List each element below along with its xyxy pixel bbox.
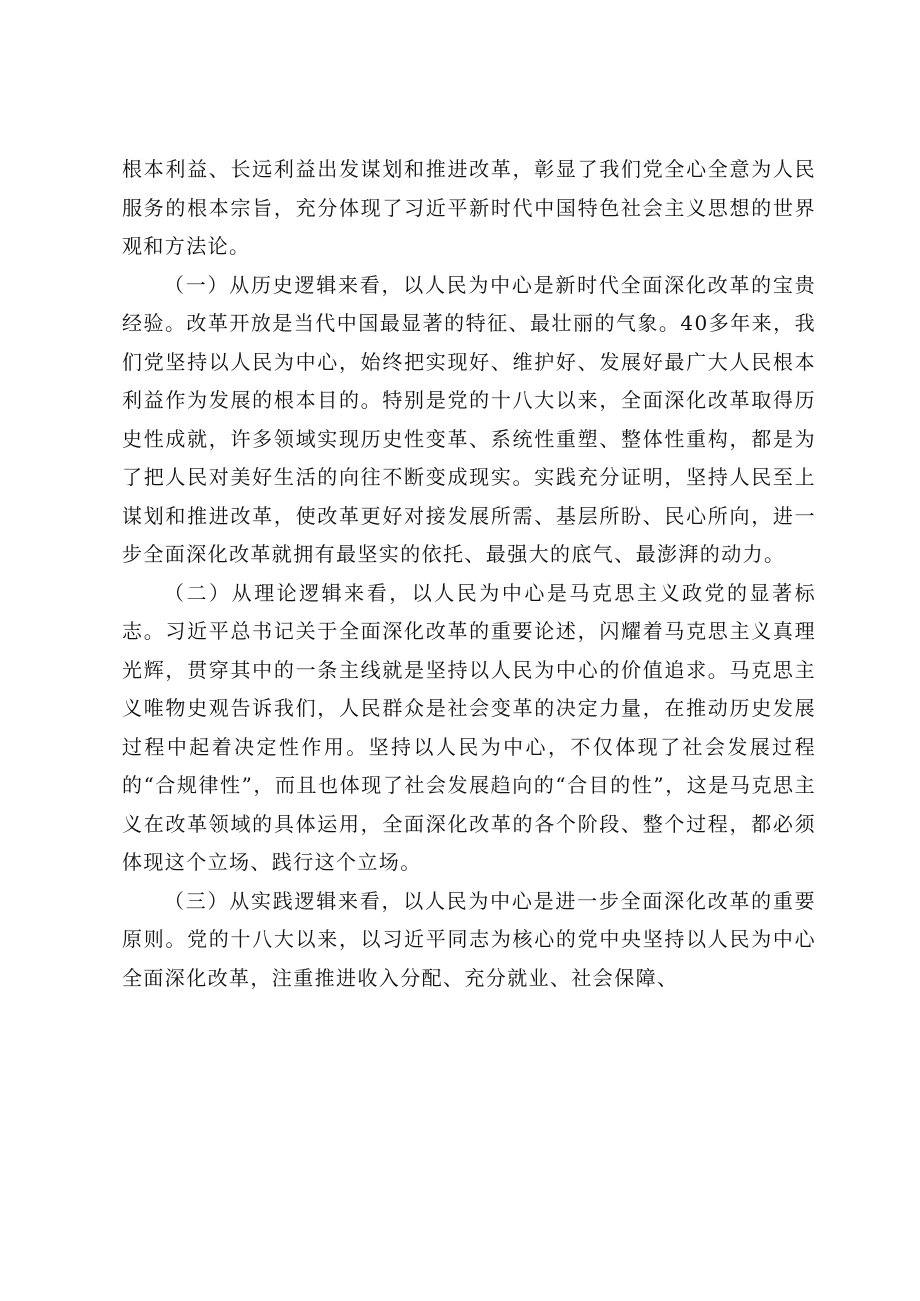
document-body (122, 150, 816, 997)
paragraph-continuation: 根本利益、长远利益出发谋划和推进改革，彰显了我们党全心全意为人民服务的根本宗旨，充分体现了习近平新时代中国特色社会主义思想的世界观和方法论。 (122, 157, 816, 258)
paragraph-practical-logic: （三）从实践逻辑来看，以人民为中心是进一步全面深化改革的重要原则。党的十八大以来，以习近平同志为核心的党中央坚持以人民为中心全面深化改革，注重推进收入分配、充分就业、社会保障、 (122, 888, 816, 990)
paragraph-historical-logic: （一）从历史逻辑来看，以人民为中心是新时代全面深化改革的宝贵经验。改革开放是当代中国最显著的特征、最壮丽的气象。40多年来，我们党坚持以人民为中心，始终把实现好、维护好、发展好最广大人民根本利益作为发展的根本目的。特别是党的十八大以来，全面深化改革取得历史性成就，许多领域实现历史性变革、系统性重塑、整体性重构，都是为了把人民对美好生活的向往不断变成现实。实践充分证明，坚持人民至上谋划和推进改革，使改革更好对接发展所需、基层所盼、民心所向，进一步全面深化改革就拥有最坚实的依托、最强大的底气、最澎湃的动力。 (122, 272, 816, 566)
paragraph-theoretical-logic: （二）从理论逻辑来看，以人民为中心是马克思主义政党的显著标志。习近平总书记关于全面深化改革的重要论述，闪耀着马克思主义真理光辉，贯穿其中的一条主线就是坚持以人民为中心的价值追求。马克思主义唯物史观告诉我们，人民群众是社会变革的决定力量，在推动历史发展过程中起着决定性作用。坚持以人民为中心，不仅体现了社会发展过程的“合规律性”，而且也体现了社会发展趋向的“合目的性”，这是马克思主义在改革领域的具体运用，全面深化改革的各个阶段、整个过程，都必须体现这个立场、践行这个立场。 (122, 580, 816, 874)
